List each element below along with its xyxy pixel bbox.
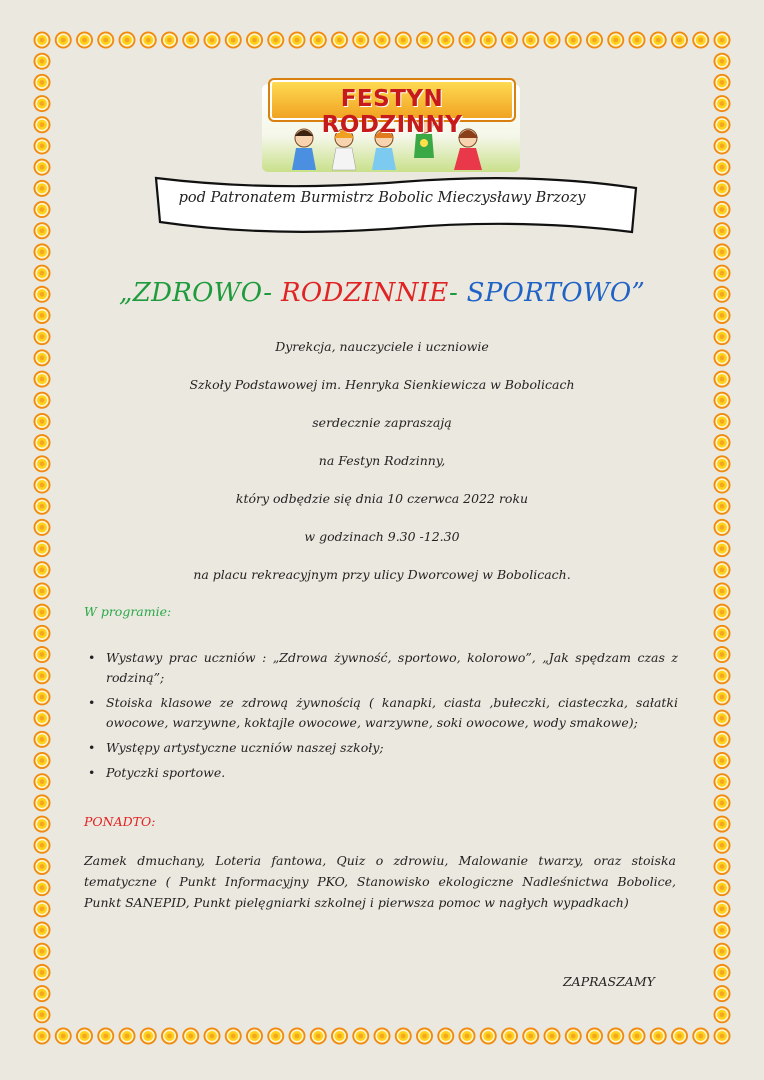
sun-icon (714, 116, 731, 133)
list-item (84, 763, 678, 783)
sun-icon (586, 1028, 603, 1045)
sun-icon (331, 32, 348, 49)
sun-icon (34, 943, 51, 960)
sun-icon (650, 32, 667, 49)
sun-icon (714, 646, 731, 663)
title-part-rodzinnie: RODZINNIE (280, 278, 449, 308)
sun-icon (34, 922, 51, 939)
sun-icon (416, 32, 433, 49)
sun-icon (352, 32, 369, 49)
sun-icon (714, 922, 731, 939)
title-closing-quote: ” (631, 278, 646, 308)
intro-line: który odbędzie się dnia 10 czerwca 2022 roku (235, 491, 529, 506)
program-item-text: Stoiska klasowe ze zdrową żywnością ( kanapki, ciasta ,bułeczki, ciasteczka, sałatki owocowe, warzywne, koktajle owocowe, warzywne, soki owocowe, wody smakowe); (106, 695, 678, 730)
sun-icon (714, 243, 731, 260)
sun-icon (34, 816, 51, 833)
bullet-icon: • (88, 765, 96, 780)
intro-line: na placu rekreacyjnym przy ulicy Dworcowej w Bobolicach. (193, 567, 571, 582)
sun-icon (374, 32, 391, 49)
sun-icon (714, 943, 731, 960)
sun-icon (34, 794, 51, 811)
sun-icon (34, 985, 51, 1002)
intro-line: na Festyn Rodzinny, (318, 453, 446, 468)
sun-icon (34, 1006, 51, 1023)
bullet-icon: • (88, 650, 96, 665)
sun-icon (374, 1028, 391, 1045)
logo-sign (268, 78, 516, 138)
sun-icon (607, 32, 624, 49)
sun-icon (714, 32, 731, 49)
sun-icon (607, 1028, 624, 1045)
sun-icon (34, 604, 51, 621)
sun-icon (34, 116, 51, 133)
sun-icon (565, 1028, 582, 1045)
sun-icon (119, 32, 136, 49)
list-item (84, 738, 678, 758)
sun-icon (140, 1028, 157, 1045)
sun-icon (714, 1006, 731, 1023)
sun-icon (480, 1028, 497, 1045)
sun-icon (714, 879, 731, 896)
sun-icon (34, 752, 51, 769)
sun-icon (204, 32, 221, 49)
sun-icon (714, 964, 731, 981)
sun-icon (629, 1028, 646, 1045)
sun-icon (714, 95, 731, 112)
sun-icon (650, 1028, 667, 1045)
sun-icon (714, 625, 731, 642)
sun-icon (34, 710, 51, 727)
sun-icon (692, 1028, 709, 1045)
sun-icon (310, 32, 327, 49)
sun-icon (714, 688, 731, 705)
sun-icon (714, 604, 731, 621)
sun-icon (714, 434, 731, 451)
program-item-text: Występy artystyczne uczniów naszej szkoły; (106, 740, 384, 755)
sun-icon (34, 74, 51, 91)
sun-icon (714, 74, 731, 91)
sun-icon (34, 625, 51, 642)
sun-icon (161, 32, 178, 49)
sun-icon (182, 1028, 199, 1045)
sun-icon (34, 53, 51, 70)
sun-icon (437, 32, 454, 49)
sun-icon (34, 159, 51, 176)
sun-icon (714, 710, 731, 727)
sun-icon (34, 307, 51, 324)
sun-icon (289, 1028, 306, 1045)
sun-icon (522, 32, 539, 49)
sun-icon (204, 1028, 221, 1045)
sun-icon (289, 32, 306, 49)
sun-icon (76, 1028, 93, 1045)
sun-icon (34, 95, 51, 112)
sun-icon (225, 32, 242, 49)
sun-icon (34, 222, 51, 239)
sun-icon (416, 1028, 433, 1045)
sun-icon (480, 32, 497, 49)
bullet-icon: • (88, 695, 96, 710)
sun-icon (352, 1028, 369, 1045)
sun-icon (225, 1028, 242, 1045)
festyn-logo (262, 74, 520, 174)
main-title (0, 278, 764, 308)
sun-icon (34, 32, 51, 49)
sun-icon (34, 858, 51, 875)
sun-icon (714, 307, 731, 324)
sun-icon (692, 32, 709, 49)
sun-icon (34, 582, 51, 599)
sun-icon (34, 688, 51, 705)
program-label: W programie: (84, 604, 172, 619)
patronage-text: pod Patronatem Burmistrz Bobolic Mieczysławy Brzozy (178, 190, 586, 206)
sun-icon (395, 32, 412, 49)
sun-icon (395, 1028, 412, 1045)
sun-icon (714, 392, 731, 409)
sun-icon (267, 32, 284, 49)
sun-icon (544, 1028, 561, 1045)
title-part-sportowo: SPORTOWO (466, 278, 632, 308)
intro-line: Szkoły Podstawowej im. Henryka Sienkiewicza w Bobolicach (189, 377, 575, 392)
sun-icon (246, 1028, 263, 1045)
sun-icon (34, 964, 51, 981)
title-part-zdrowo: „ZDROWO- (118, 278, 281, 308)
sun-icon (97, 1028, 114, 1045)
sun-icon (140, 32, 157, 49)
sun-icon (34, 773, 51, 790)
sun-icon (34, 434, 51, 451)
sun-icon (714, 837, 731, 854)
sun-icon (55, 1028, 72, 1045)
program-item-text: Potyczki sportowe. (106, 765, 226, 780)
sun-icon (501, 32, 518, 49)
sun-icon (714, 667, 731, 684)
logo-title: FESTYN RODZINNY (321, 86, 463, 138)
sun-icon (34, 392, 51, 409)
sun-icon (671, 1028, 688, 1045)
sun-icon (714, 53, 731, 70)
sun-icon (714, 731, 731, 748)
sun-icon (714, 794, 731, 811)
sun-icon (629, 32, 646, 49)
intro-line: Dyrekcja, nauczyciele i uczniowie (275, 339, 489, 354)
sun-icon (714, 1028, 731, 1045)
sun-icon (55, 32, 72, 49)
sun-icon (246, 32, 263, 49)
program-list (84, 648, 678, 788)
sun-icon (459, 32, 476, 49)
sun-icon (119, 1028, 136, 1045)
sun-icon (34, 900, 51, 917)
sun-icon (161, 1028, 178, 1045)
sun-icon (34, 837, 51, 854)
title-separator: - (448, 278, 467, 308)
sun-icon (267, 1028, 284, 1045)
bullet-icon: • (88, 740, 96, 755)
sun-icon (714, 222, 731, 239)
list-item (84, 693, 678, 733)
sun-icon (671, 32, 688, 49)
extra-label: PONADTO: (84, 814, 156, 829)
sun-icon (714, 985, 731, 1002)
sun-icon (34, 1028, 51, 1045)
sun-icon (714, 858, 731, 875)
sun-icon (34, 137, 51, 154)
sun-icon (714, 900, 731, 917)
sun-icon (544, 32, 561, 49)
program-item-text: Wystawy prac uczniów : „Zdrowa żywność, sportowo, kolorowo”, „Jak spędzam czas z rodziną”; (106, 650, 678, 685)
sun-icon (331, 1028, 348, 1045)
sun-icon (459, 1028, 476, 1045)
closing-invitation: ZAPRASZAMY (563, 974, 655, 989)
extra-attractions-text: Zamek dmuchany, Loteria fantowa, Quiz o zdrowiu, Malowanie twarzy, oraz stoiska tematyczne ( Punkt Informacyjny PKO, Stanowisko ekologiczne Nadleśnictwa Bobolice, Punkt SANEPID, Punkt pielęgniarki szkolnej i pierwsza pomoc w nagłych wypadkach) (84, 853, 676, 910)
sun-icon (714, 159, 731, 176)
sun-icon (714, 137, 731, 154)
sun-icon (182, 32, 199, 49)
sun-icon (714, 582, 731, 599)
sun-icon (714, 816, 731, 833)
sun-icon (565, 32, 582, 49)
intro-line: serdecznie zapraszają (312, 415, 452, 430)
sun-icon (501, 1028, 518, 1045)
list-item (84, 648, 678, 688)
sun-icon (76, 32, 93, 49)
sun-icon (97, 32, 114, 49)
sun-icon (34, 646, 51, 663)
sun-icon (34, 879, 51, 896)
sun-icon (586, 32, 603, 49)
sun-icon (310, 1028, 327, 1045)
sun-icon (437, 1028, 454, 1045)
sun-icon (714, 773, 731, 790)
intro-line: w godzinach 9.30 -12.30 (304, 529, 460, 544)
sun-icon (522, 1028, 539, 1045)
sun-icon (34, 243, 51, 260)
sun-icon (34, 731, 51, 748)
sun-icon (714, 752, 731, 769)
sun-icon (34, 667, 51, 684)
